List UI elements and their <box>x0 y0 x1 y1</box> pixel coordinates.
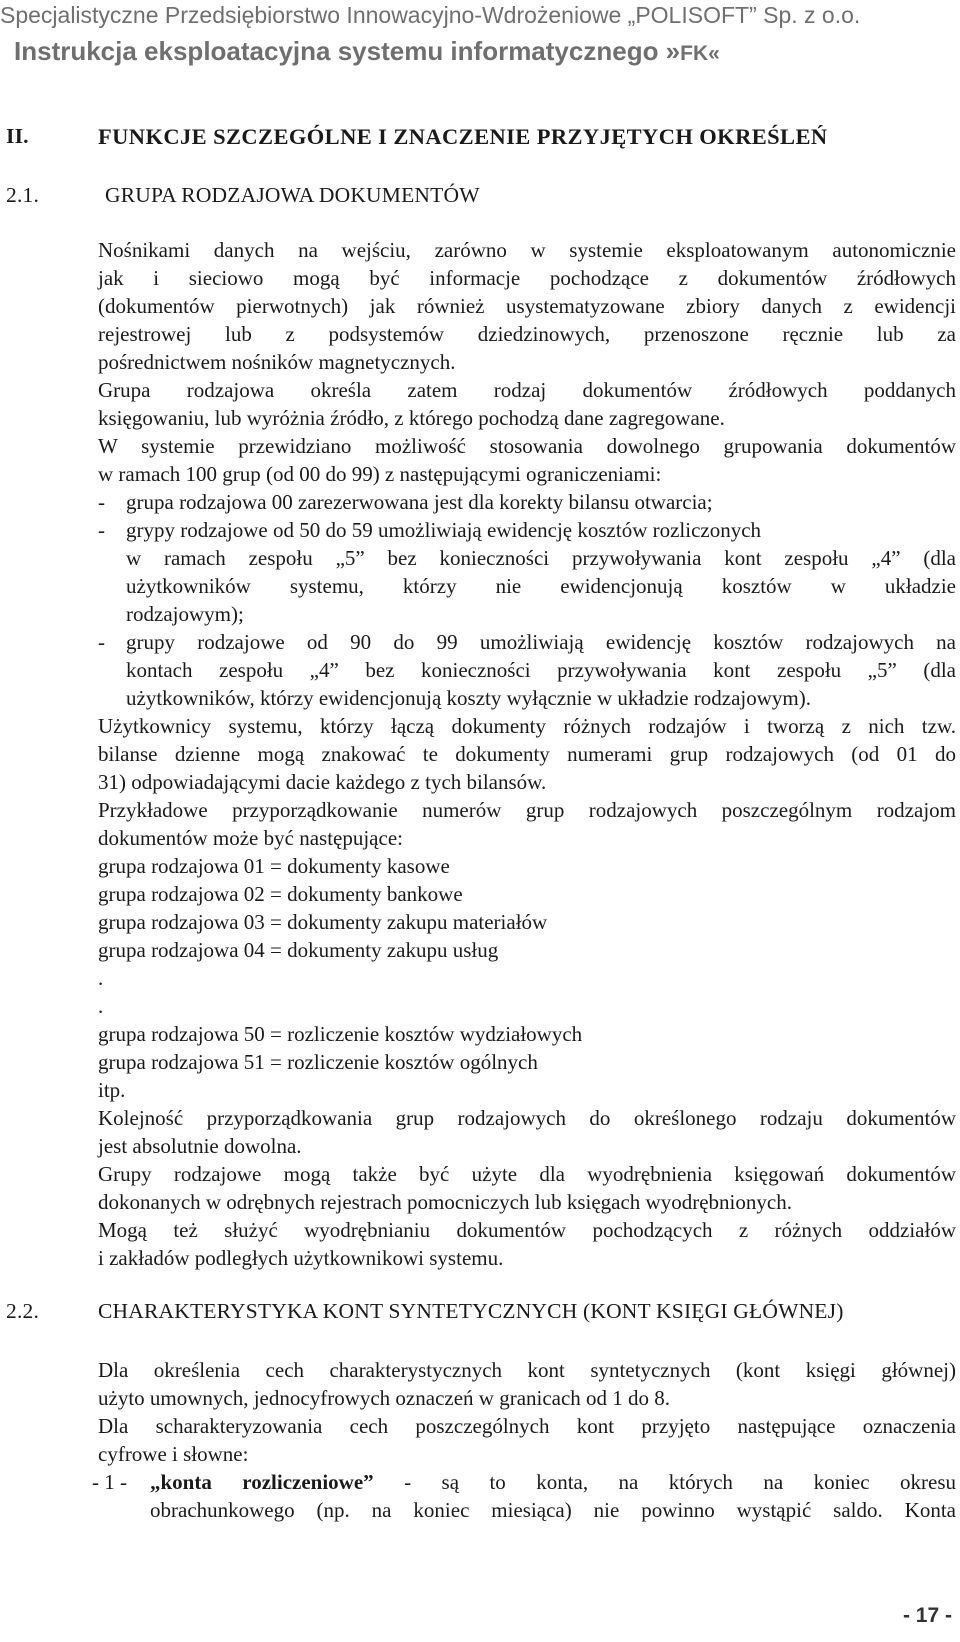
mapping-line: grupa rodzajowa 02 = dokumenty bankowe <box>98 882 463 906</box>
section-number: 2.2. <box>6 1299 40 1323</box>
document-title-text: Instrukcja eksploatacyjna systemu informatycznego » <box>14 36 681 66</box>
paragraph-line: dokumentów może być następujące: <box>98 826 403 850</box>
mapping-line: grupa rodzajowa 01 = dokumenty kasowe <box>98 854 450 878</box>
mapping-line: grupa rodzajowa 03 = dokumenty zakupu materiałów <box>98 910 548 934</box>
paragraph-line: itp. <box>98 1078 126 1102</box>
paragraph-line: pośrednictwem nośników magnetycznych. <box>98 350 456 374</box>
chapter-number: II. <box>6 124 29 148</box>
paragraph-line: dokonanych w odrębnych rejestrach pomocniczych lub księgach wyodrębnionych. <box>98 1190 792 1214</box>
bullet-line: użytkowników systemu, którzy nie ewidencjonują kosztów w układzie <box>126 574 956 598</box>
item-line: obrachunkowego (np. na koniec miesiąca) nie powinno wystąpić saldo. Konta <box>150 1498 956 1522</box>
paragraph-line: i zakładów podległych użytkownikowi systemu. <box>98 1246 504 1270</box>
bullet-line: w ramach zespołu „5” bez konieczności przywoływania kont zespołu „4” (dla <box>126 546 956 570</box>
bullet-dash: - <box>98 490 105 514</box>
mapping-line: grupa rodzajowa 04 = dokumenty zakupu usług <box>98 938 499 962</box>
paragraph-line: Dla scharakteryzowania cech poszczególnych kont przyjęto następujące oznaczenia <box>98 1414 956 1438</box>
page-number: - 17 - <box>902 1604 952 1627</box>
paragraph-line: cyfrowe i słowne: <box>98 1442 249 1466</box>
bullet-line: rodzajowym); <box>126 602 244 626</box>
paragraph-line: jest absolutnie dowolna. <box>98 1134 302 1158</box>
paragraph-line: W systemie przewidziano możliwość stosowania dowolnego grupowania dokumentów <box>98 434 956 458</box>
section-title: GRUPA RODZAJOWA DOKUMENTÓW <box>105 183 480 207</box>
paragraph-line: w ramach 100 grup (od 00 do 99) z następującymi ograniczeniami: <box>98 462 662 486</box>
paragraph-line: Grupy rodzajowe mogą także być użyte dla wyodrębnienia księgowań dokumentów <box>98 1162 956 1186</box>
bullet-line: grypy rodzajowe od 50 do 59 umożliwiają ewidencję kosztów rozliczonych <box>126 518 762 542</box>
paragraph-line: jak i sieciowo mogą być informacje pochodzące z dokumentów źródłowych <box>98 266 956 290</box>
paragraph-line: Mogą też służyć wyodrębnianiu dokumentów pochodzących z różnych oddziałów <box>98 1218 956 1242</box>
paragraph-line: rejestrowej lub z podsystemów dziedzinowych, przenoszone ręcznie lub za <box>98 322 956 346</box>
document-code: FK« <box>680 42 720 65</box>
bullet-dash: - <box>98 518 105 542</box>
ellipsis-dot: . <box>98 994 104 1018</box>
mapping-line: grupa rodzajowa 51 = rozliczenie kosztów ogólnych <box>98 1050 538 1074</box>
chapter-title: FUNKCJE SZCZEGÓLNE I ZNACZENIE PRZYJĘTYCH OKREŚLEŃ <box>98 124 828 149</box>
paragraph-line: (dokumentów pierwotnych) jak również usystematyzowane zbiory danych z ewidencji <box>98 294 956 318</box>
paragraph-line: Grupa rodzajowa określa zatem rodzaj dokumentów źródłowych poddanych <box>98 378 956 402</box>
section-title: CHARAKTERYSTYKA KONT SYNTETYCZNYCH (KONT KSIĘGI GŁÓWNEJ) <box>98 1299 844 1323</box>
item-line <box>150 1468 956 1496</box>
paragraph-line: Dla określenia cech charakterystycznych kont syntetycznych (kont księgi głównej) <box>98 1358 956 1382</box>
bullet-line: grupa rodzajowa 00 zarezerwowana jest dla korekty bilansu otwarcia; <box>126 490 713 514</box>
item-text: - są to konta, na których na koniec okresu <box>373 1470 956 1494</box>
paragraph-line: Użytkownicy systemu, którzy łączą dokumenty różnych rodzajów i tworzą z nich tzw. <box>98 714 956 738</box>
ellipsis-dot: . <box>98 966 104 990</box>
bullet-line: użytkowników, którzy ewidencjonują koszty wyłącznie w układzie rodzajowym). <box>126 686 812 710</box>
document-title <box>14 36 720 67</box>
paragraph-line: użyto umownych, jednocyfrowych oznaczeń w granicach od 1 do 8. <box>98 1386 671 1410</box>
bullet-line: grupy rodzajowe od 90 do 99 umożliwiają ewidencję kosztów rodzajowych na <box>126 630 956 654</box>
paragraph-line: 31) odpowiadającymi dacie każdego z tych bilansów. <box>98 770 547 794</box>
paragraph-line: Przykładowe przyporządkowanie numerów grup rodzajowych poszczególnym rodzajom <box>98 798 956 822</box>
company-header: Specjalistyczne Przedsiębiorstwo Innowacyjno-Wdrożeniowe „POLISOFT” Sp. z o.o. <box>0 2 861 28</box>
paragraph-line: księgowaniu, lub wyróżnia źródło, z którego pochodzą dane zagregowane. <box>98 406 725 430</box>
mapping-line: grupa rodzajowa 50 = rozliczenie kosztów wydziałowych <box>98 1022 583 1046</box>
paragraph-line: Nośnikami danych na wejściu, zarówno w systemie eksploatowanym autonomicznie <box>98 238 956 262</box>
bullet-line: kontach zespołu „4” bez konieczności przywoływania kont zespołu „5” (dla <box>126 658 956 682</box>
paragraph-line: bilanse dzienne mogą znakować te dokumenty numerami grup rodzajowych (od 01 do <box>98 742 956 766</box>
item-marker: - 1 - <box>92 1470 127 1494</box>
section-number: 2.1. <box>6 183 40 207</box>
paragraph-line: Kolejność przyporządkowania grup rodzajowych do określonego rodzaju dokumentów <box>98 1106 956 1130</box>
item-term: „konta rozliczeniowe” <box>150 1470 374 1494</box>
bullet-dash: - <box>98 630 105 654</box>
